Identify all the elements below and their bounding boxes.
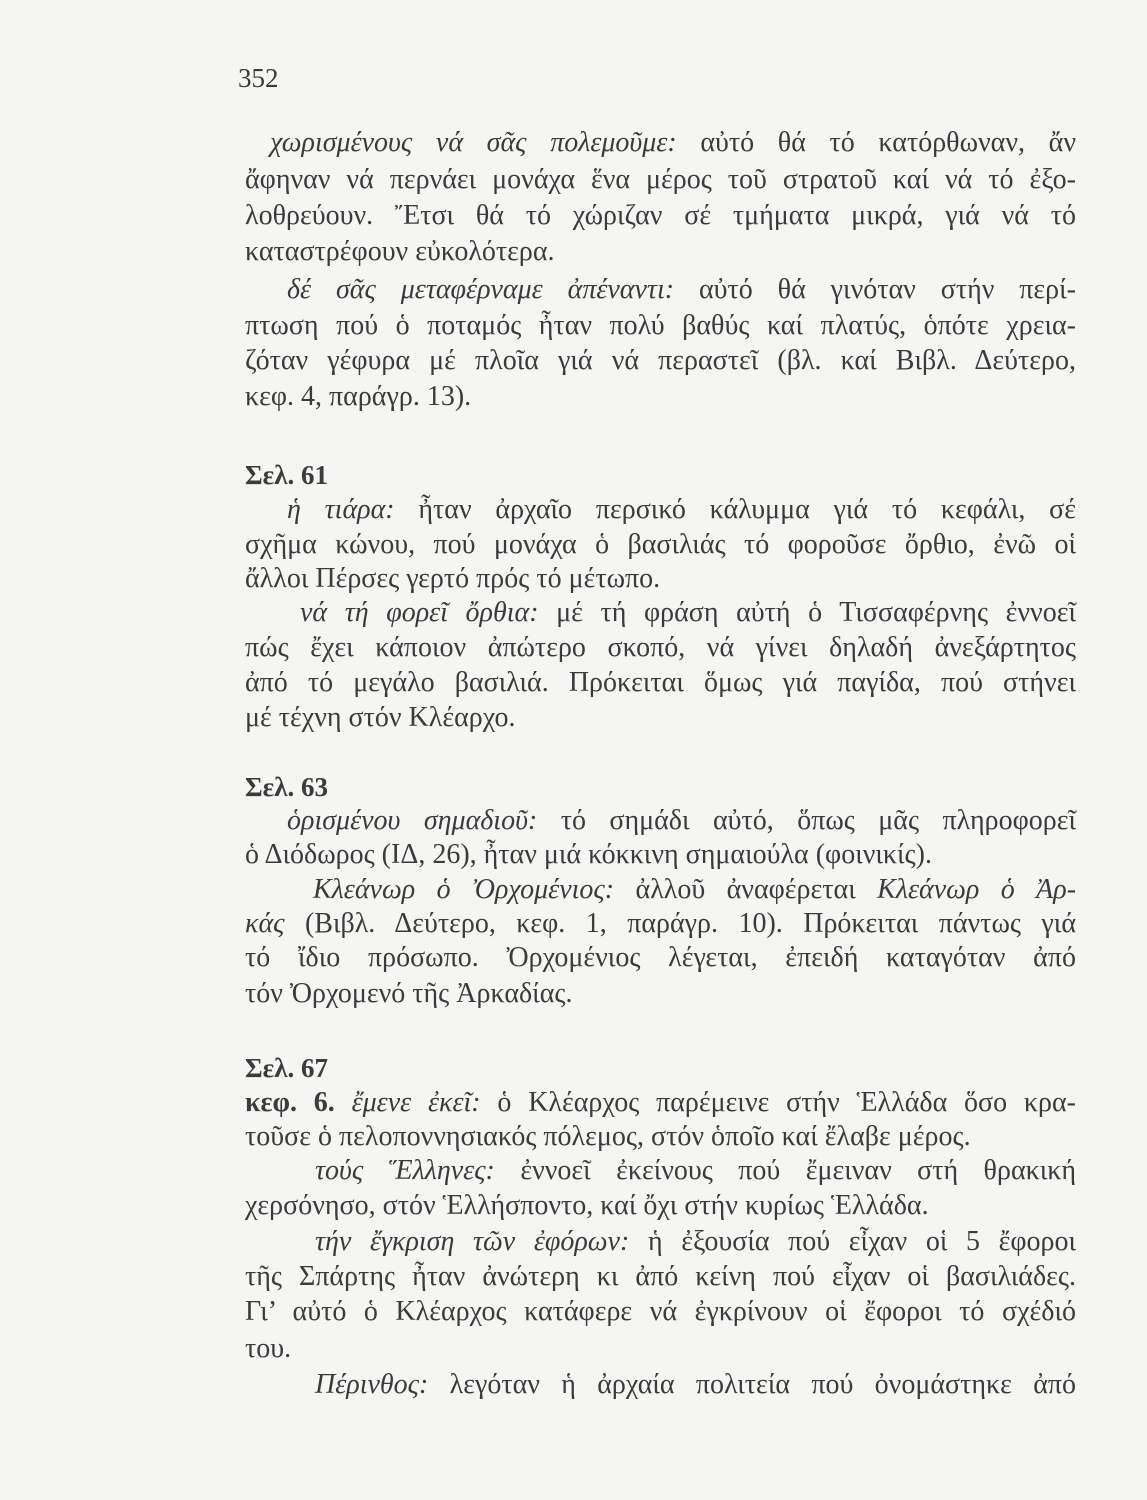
body-text: λοθρεύουν. Ἔτσι θά τό χώριζαν σέ τμήματα μικρά, γιά νά τό xyxy=(245,200,1076,231)
chapter-ref: κεφ. 6. xyxy=(245,1087,335,1118)
term: Κλεάνωρ ὁ Ὀρχομένιος: xyxy=(313,874,615,905)
term: κάς xyxy=(245,908,285,939)
term: χωρισμένους νά σᾶς πολεμοῦμε: xyxy=(270,127,677,158)
text-line xyxy=(245,1224,1076,1260)
text-line xyxy=(245,308,1076,344)
body-text: ἀλλοῦ ἀναφέρεται xyxy=(635,874,856,905)
text-line xyxy=(245,1153,1076,1189)
body-text: αὐτό θά τό κατόρθωναν, ἄν xyxy=(700,127,1076,158)
body-text: μέ τέχνη στόν Κλέαρχο. xyxy=(245,702,516,733)
text-line xyxy=(245,1331,1076,1367)
body-text: ζόταν γέφυρα μέ πλοῖα γιά νά περαστεῖ (βλ. καί Βιβλ. Δεύτερο, xyxy=(245,345,1076,376)
text-line xyxy=(245,198,1076,234)
body-text: (Βιβλ. Δεύτερο, κεφ. 1, παράγρ. 10). Πρόκειται πάντως γιά xyxy=(304,908,1076,939)
text-line xyxy=(245,595,1076,631)
body-text: πτωση πού ὁ ποταμός ἦταν πολύ βαθύς καί πλατύς, ὁπότε χρεια- xyxy=(245,310,1076,341)
section-heading: Σελ. 67 xyxy=(245,1053,328,1083)
body-text: λεγόταν ἡ ἀρχαία πολιτεία πού ὀνομάστηκε ἀπό xyxy=(449,1369,1076,1400)
body-text: σχῆμα κώνου, πού μονάχα ὁ βασιλιάς τό φοροῦσε ὄρθιο, ἐνῶ οἱ xyxy=(245,529,1076,560)
section-heading: Σελ. 63 xyxy=(245,772,328,802)
term: ἡ τιάρα: xyxy=(287,494,395,525)
body-text: ὁ Κλέαρχος παρέμεινε στήν Ἑλλάδα ὅσο κρα- xyxy=(497,1087,1077,1118)
body-text: ὁ Διόδωρος (ΙΔ, 26), ἦταν μιά κόκκινη σημαιούλα (φοινικίς). xyxy=(245,839,932,870)
text-line xyxy=(245,492,1076,528)
text-line xyxy=(245,803,1076,839)
body-text: ἄφηναν νά περνάει μονάχα ἕνα μέρος τοῦ στρατοῦ καί νά τό ἐξο- xyxy=(245,164,1076,195)
body-text: πώς ἔχει κάποιον ἀπώτερο σκοπό, νά γίνει δηλαδή ἀνεξάρτητος xyxy=(245,632,1076,663)
body-text: ἀπό τό μεγάλο βασιλιά. Πρόκειται ὅμως γιά παγίδα, πού στήνει xyxy=(245,667,1076,698)
text-line xyxy=(245,837,1076,873)
body-text: τό ἴδιο πρόσωπο. Ὀρχομένιος λέγεται, ἐπειδή καταγόταν ἀπό xyxy=(245,942,1076,973)
body-text: μέ τή φράση αὐτή ὁ Τισσαφέρνης ἐννοεῖ xyxy=(556,597,1076,628)
text-line xyxy=(245,272,1076,308)
body-text: χερσόνησο, στόν Ἑλλήσποντο, καί ὄχι στήν κυρίως Ἑλλάδα. xyxy=(245,1190,929,1221)
text-line xyxy=(245,125,1076,161)
body-text: τοῦσε ὁ πελοποννησιακός πόλεμος, στόν ὁποῖο καί ἔλαβε μέρος. xyxy=(245,1121,971,1152)
body-text: αὐτό θά γινόταν στήν περί- xyxy=(698,274,1077,305)
text-line xyxy=(245,1085,1076,1121)
text-line xyxy=(245,665,1076,701)
text-line xyxy=(245,1367,1076,1403)
text-line xyxy=(245,561,1076,597)
body-text: τόν Ὀρχομενό τῆς Ἀρκαδίας. xyxy=(245,978,573,1009)
term: Πέρινθος: xyxy=(315,1369,429,1400)
term: τούς Ἕλληνες: xyxy=(315,1155,495,1186)
text-line xyxy=(245,872,1076,908)
text-line xyxy=(245,940,1076,976)
body-text: ἐννοεῖ ἐκείνους πού ἔμειναν στή θρακική xyxy=(520,1155,1077,1186)
term: τήν ἔγκριση τῶν ἐφόρων: xyxy=(315,1226,630,1257)
term: Κλεάνωρ ὁ Ἀρ- xyxy=(877,874,1077,905)
text-line xyxy=(245,162,1076,198)
text-line xyxy=(245,976,1076,1012)
text-line xyxy=(245,343,1076,379)
body-text: καταστρέφουν εὐκολότερα. xyxy=(245,236,555,267)
body-text: Γι’ αὐτό ὁ Κλέαρχος κατάφερε νά ἐγκρίνουν οἱ ἔφοροι τό σχέδιό xyxy=(245,1296,1076,1327)
body-text: κεφ. 4, παράγρ. 13). xyxy=(245,381,472,412)
section-heading: Σελ. 61 xyxy=(245,460,328,490)
text-line xyxy=(245,234,1076,270)
term: ὁρισμένου σημαδιοῦ: xyxy=(287,805,538,836)
body-text: του. xyxy=(245,1333,292,1364)
page-number: 352 xyxy=(238,63,279,93)
term: νά τή φορεῖ ὄρθια: xyxy=(300,597,539,628)
body-text: ἡ ἐξουσία πού εἶχαν οἱ 5 ἔφοροι xyxy=(647,1226,1077,1257)
body-text: ἄλλοι Πέρσες γερτό πρός τό μέτωπο. xyxy=(245,563,661,594)
term: ἔμενε ἐκεῖ: xyxy=(351,1087,481,1118)
text-line xyxy=(245,630,1076,666)
body-text: τό σημάδι αὐτό, ὅπως μᾶς πληροφορεῖ xyxy=(560,805,1076,836)
text-line xyxy=(245,700,1076,736)
text-line xyxy=(245,1188,1076,1224)
text-line xyxy=(245,1259,1076,1295)
body-text: ἦταν ἀρχαῖο περσικό κάλυμμα γιά τό κεφάλι, σέ xyxy=(418,494,1076,525)
text-line xyxy=(245,527,1076,563)
text-line xyxy=(245,906,1076,942)
term: δέ σᾶς μεταφέρναμε ἀπέναντι: xyxy=(287,274,675,305)
text-line xyxy=(245,1119,1076,1155)
body-text: τῆς Σπάρτης ἦταν ἀνώτερη κι ἀπό κείνη πού εἶχαν οἱ βασιλιάδες. xyxy=(245,1261,1076,1292)
text-line xyxy=(245,1294,1076,1330)
text-line xyxy=(245,379,1076,415)
